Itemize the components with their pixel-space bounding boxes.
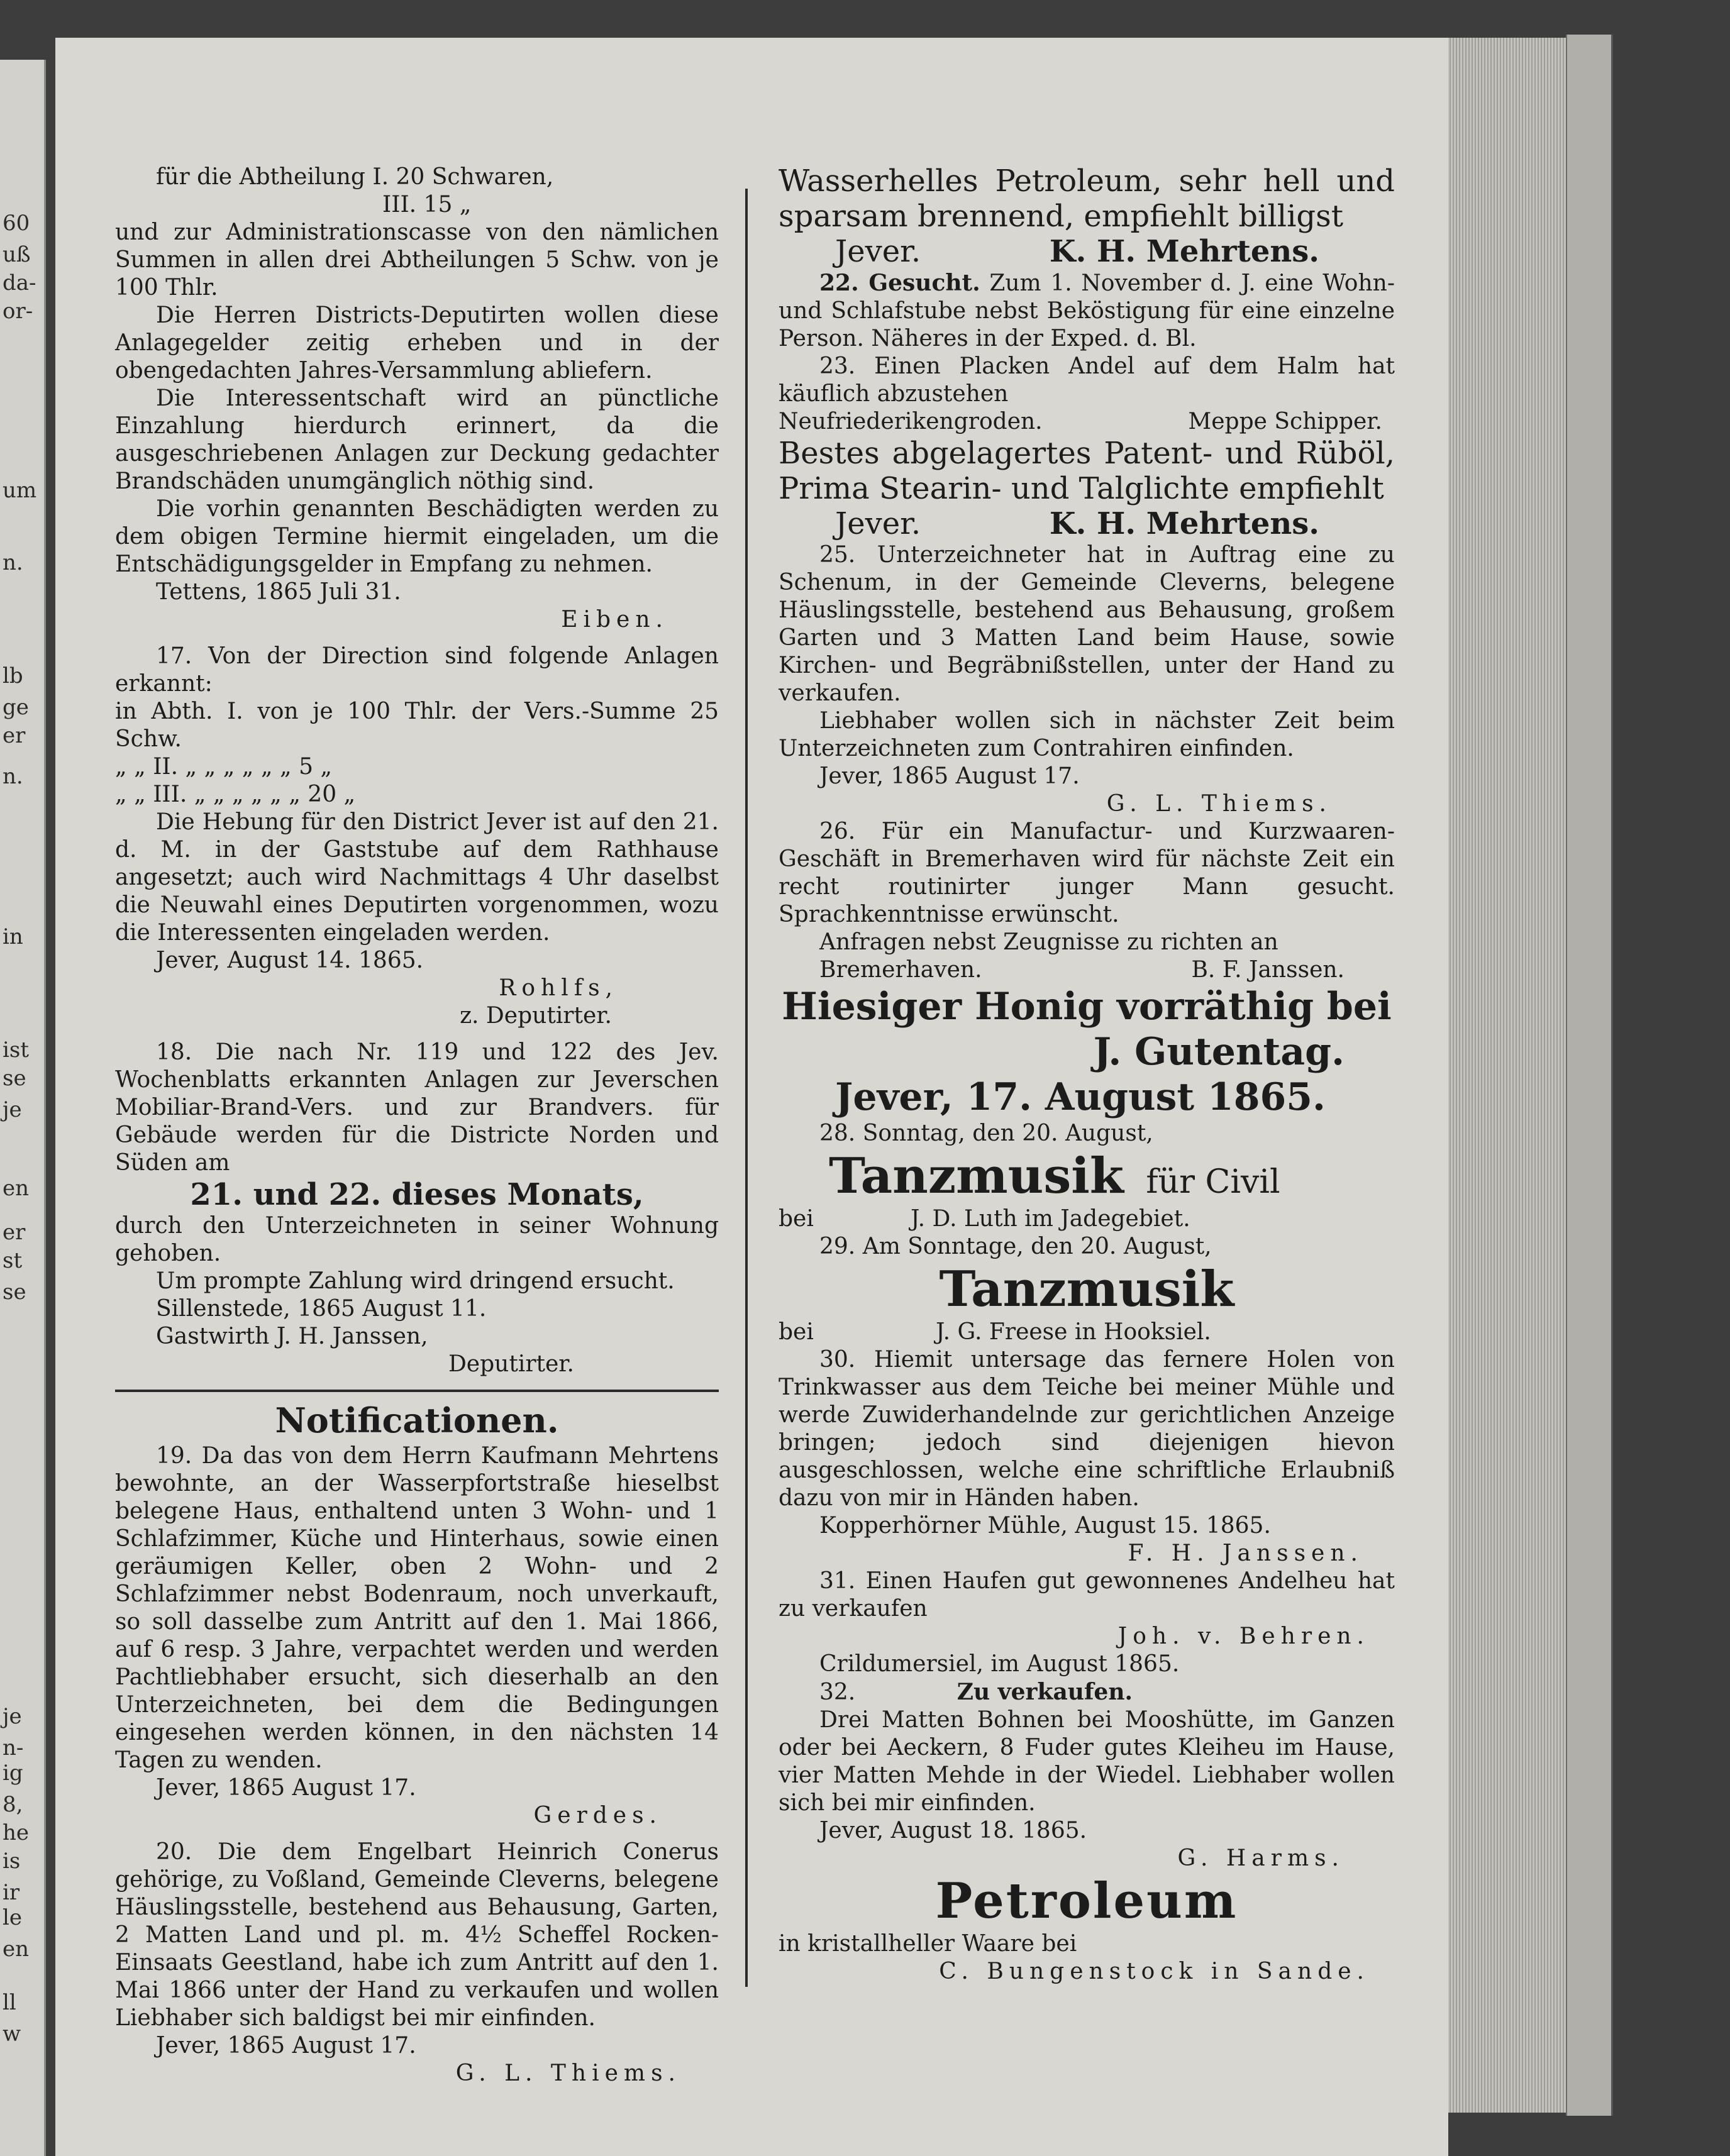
notice-lead: Zu verkaufen. bbox=[956, 1679, 1133, 1705]
notice-22 bbox=[779, 269, 1395, 353]
margin-fragment: n- bbox=[3, 1735, 24, 1761]
notice-paragraph bbox=[779, 269, 1395, 353]
date-heading: Jever, 17. August 1865. bbox=[835, 1075, 1326, 1119]
ad-place: Jever. bbox=[835, 506, 921, 541]
notice-paragraph: Die Herren Districts-Deputirten wollen diese Anlagegelder zeitig erheben und in der obengedachten Jahres-Versammlung abliefern. bbox=[115, 302, 719, 384]
previous-page-margin bbox=[0, 60, 46, 2156]
notice-place: Bremerhaven. bbox=[819, 957, 982, 983]
ad-petroleum-top bbox=[779, 163, 1395, 269]
notice-signature: J. G. Freese in Hooksiel. bbox=[936, 1319, 1211, 1345]
notice-signature: Joh. v. Behren. bbox=[1117, 1623, 1370, 1649]
ad-headline: Wasserhelles Petroleum, sehr hell und sparsam brennend, empfiehlt billigst bbox=[779, 163, 1395, 234]
ad-headline: Petroleum bbox=[935, 1872, 1238, 1930]
margin-fragment: w bbox=[3, 2021, 21, 2047]
notice-paragraph: Anfragen nebst Zeugnisse zu richten an bbox=[819, 929, 1278, 955]
notice-signature: Rohlfs, bbox=[499, 975, 618, 1001]
notice-place-date: Jever, August 18. 1865. bbox=[819, 1818, 1087, 1844]
notice-signature: Eiben. bbox=[561, 607, 668, 633]
notice-paragraph: und zur Administrationscasse von den nämlichen Summen in allen drei Abtheilungen 5 Schw. von je 100 Thlr. bbox=[115, 219, 719, 301]
dance-subtitle: für Civil bbox=[1146, 1163, 1280, 1201]
notice-lead: 22. Gesucht. bbox=[819, 270, 980, 296]
notice-18 bbox=[115, 1039, 719, 1378]
notice-paragraph: Die vorhin genannten Beschädigten werden zu dem obigen Termine hiermit eingeladen, um die Entschädigungsgelder in Empfang zu nehmen. bbox=[115, 496, 719, 577]
notice-paragraph: 28. Sonntag, den 20. August, bbox=[819, 1120, 1153, 1146]
notice-line: III. 15 „ bbox=[382, 192, 472, 218]
notice-20 bbox=[115, 1838, 719, 2087]
notice-signature-line bbox=[779, 1205, 1395, 1233]
notice-23 bbox=[779, 353, 1395, 436]
ad-headline: Bestes abgelagertes Patent- und Rüböl, Prima Stearin- und Talglichte empfiehlt bbox=[779, 436, 1395, 506]
notice-signature-line bbox=[779, 408, 1395, 436]
ad-honey bbox=[779, 984, 1395, 1075]
section-heading: Notificationen. bbox=[275, 1400, 559, 1440]
dance-title: Tanzmusik bbox=[939, 1261, 1234, 1318]
notice-paragraph: 29. Am Sonntage, den 20. August, bbox=[819, 1234, 1212, 1259]
ad-oil bbox=[779, 436, 1395, 541]
margin-fragment: in bbox=[3, 924, 23, 949]
right-column bbox=[779, 163, 1395, 1986]
margin-fragment: en bbox=[3, 1937, 30, 1962]
margin-fragment: st bbox=[3, 1248, 23, 1273]
ad-place: Jever. bbox=[835, 234, 921, 269]
notice-paragraph: Die Hebung für den District Jever ist auf den 21. d. M. in der Gaststube auf dem Rathhause angesetzt; auch wird Nachmittags 4 Uhr daselbst die Neuwahl eines Deputirten vorgenommen, wozu die Interessenten eingeladen werden. bbox=[115, 809, 719, 946]
notice-highlight: 21. und 22. dieses Monats, bbox=[190, 1177, 644, 1212]
notice-signature: Meppe Schipper. bbox=[1188, 409, 1382, 434]
margin-fragment: se bbox=[3, 1280, 26, 1305]
notice-place: Neufriederikengroden. bbox=[779, 409, 1043, 434]
newspaper-page bbox=[55, 38, 1448, 2156]
margin-fragment: uß bbox=[3, 242, 31, 267]
notice-paragraph: Um prompte Zahlung wird dringend ersucht. bbox=[156, 1268, 675, 1294]
margin-fragment: je bbox=[3, 1097, 22, 1122]
margin-fragment: he bbox=[3, 1820, 30, 1845]
notice-32 bbox=[779, 1678, 1395, 1872]
notice-line: für die Abtheilung I. 20 Schwaren, bbox=[156, 164, 554, 190]
notice-29 bbox=[779, 1233, 1395, 1346]
margin-fragment: um bbox=[3, 478, 37, 503]
notice-signature-title: Deputirter. bbox=[448, 1351, 574, 1377]
left-column bbox=[115, 163, 719, 2087]
notice-place-date: Jever, 1865 August 17. bbox=[819, 763, 1080, 789]
notice-continuation bbox=[115, 163, 719, 634]
notice-signature-line bbox=[779, 1318, 1395, 1346]
margin-fragment: is bbox=[3, 1849, 21, 1874]
notice-signature-line bbox=[779, 956, 1395, 984]
ad-signature: K. H. Mehrtens. bbox=[1049, 506, 1319, 541]
margin-fragment: ir bbox=[3, 1880, 20, 1905]
notice-paragraph: 18. Die nach Nr. 119 und 122 des Jev. Wochenblatts erkannten Anlagen zur Jeverschen Mobiliar-Brand-Vers. und zur Brandvers. für Gebäude werden für die Districte Norden und Süden am bbox=[115, 1039, 719, 1176]
margin-fragment: ig bbox=[3, 1761, 23, 1786]
ad-petroleum-bottom bbox=[779, 1872, 1395, 1986]
notice-place-date: Kopperhörner Mühle, August 15. 1865. bbox=[819, 1513, 1271, 1539]
margin-fragment: 8, bbox=[3, 1792, 23, 1817]
notice-26 bbox=[779, 818, 1395, 984]
notice-signature: Gastwirth J. H. Janssen, bbox=[156, 1324, 428, 1349]
margin-fragment: er bbox=[3, 1220, 26, 1245]
column-rule bbox=[745, 189, 748, 1987]
notice-prefix: bei bbox=[779, 1206, 814, 1232]
margin-fragment: n. bbox=[3, 764, 23, 789]
table-row: „ „ III. „ „ „ „ „ „ 20 „ bbox=[115, 782, 356, 807]
notice-place-date: Jever, August 14. 1865. bbox=[156, 948, 424, 973]
notice-paragraph: 25. Unterzeichneter hat in Auftrag eine zu Schenum, in der Gemeinde Cleverns, belegene Häuslingsstelle, bestehend aus Behausung, großem Garten und 3 Matten Land beim Hause, sowie Kirchen- und Begräbnißstellen, unter der Hand zu verkaufen. bbox=[779, 542, 1395, 706]
notice-signature: G. L. Thiems. bbox=[1106, 791, 1332, 817]
notice-17 bbox=[115, 643, 719, 1030]
margin-fragment: en bbox=[3, 1176, 30, 1201]
margin-fragment: je bbox=[3, 1704, 22, 1729]
notice-31 bbox=[779, 1567, 1395, 1678]
notice-19 bbox=[115, 1442, 719, 1830]
notice-heading-line bbox=[779, 1678, 1395, 1706]
notice-signature: B. F. Janssen. bbox=[1191, 957, 1345, 983]
book-cover-edge bbox=[1566, 35, 1613, 2116]
notice-30 bbox=[779, 1346, 1395, 1567]
notice-signature: F. H. Janssen. bbox=[1128, 1540, 1363, 1566]
notice-signature: G. L. Thiems. bbox=[455, 2060, 681, 2086]
ad-signature-line bbox=[779, 234, 1395, 269]
margin-fragment: da- bbox=[3, 270, 36, 296]
notice-signature: Gerdes. bbox=[533, 1803, 662, 1828]
notice-paragraph: Die Interessentschaft wird an pünctliche Einzahlung hierdurch erinnert, da die ausgeschriebenen Anlagen zur Deckung gedachter Brandschäden unumgänglich nöthig sind. bbox=[115, 385, 719, 494]
ad-signature-line bbox=[779, 506, 1395, 541]
ad-signature: J. Gutentag. bbox=[1093, 1030, 1345, 1074]
notice-place-date: Jever, 1865 August 17. bbox=[156, 2033, 416, 2059]
notice-paragraph: 20. Die dem Engelbart Heinrich Conerus gehörige, zu Voßland, Gemeinde Cleverns, belegene Häuslingsstelle, bestehend aus Behausung, Garten, 2 Matten Land und pl. m. 4½ Scheffel Rocken-Einsaats Geestland, habe ich zum Antritt auf den 1. Mai 1866 unter der Hand zu verkaufen und wollen Liebhaber sich baldigst bei mir einfinden. bbox=[115, 1839, 719, 2031]
notice-signature: J. D. Luth im Jadegebiet. bbox=[911, 1206, 1190, 1232]
notice-paragraph: durch den Unterzeichneten in seiner Wohnung gehoben. bbox=[115, 1213, 719, 1266]
ad-signature: C. Bungenstock in Sande. bbox=[939, 1959, 1370, 1984]
notice-place-date: Sillenstede, 1865 August 11. bbox=[156, 1296, 487, 1322]
notice-paragraph: 17. Von der Direction sind folgende Anlagen erkannt: bbox=[115, 643, 719, 697]
table-row: „ „ II. „ „ „ „ „ „ 5 „ bbox=[115, 754, 333, 780]
notice-place-date: Tettens, 1865 Juli 31. bbox=[156, 579, 401, 605]
margin-fragment: 60 bbox=[3, 211, 30, 236]
notice-place-date: Jever, 1865 August 17. bbox=[156, 1775, 416, 1801]
margin-fragment: or- bbox=[3, 299, 33, 324]
dance-line bbox=[779, 1147, 1395, 1205]
notice-paragraph: 19. Da das von dem Herrn Kaufmann Mehrtens bewohnte, an der Wasserpfortstraße hieselbst belegene Haus, enthaltend unten 3 Wohn- und 1 Schlafzimmer, Küche und Hinterhaus, sowie einen geräumigen Keller, oben 2 Wohn- und 2 Schlafzimmer nebst Bodenraum, noch unverkauft, so soll dasselbe zum Antritt auf den 1. Mai 1866, auf 6 resp. 3 Jahre, verpachtet werden und werden Pachtliebhaber ersucht, sich dieserhalb an den Unterzeichneten, bei dem die Bedingungen eingesehen werden können, in den nächsten 14 Tagen zu wenden. bbox=[115, 1443, 719, 1773]
notice-25 bbox=[779, 541, 1395, 818]
notice-paragraph: 31. Einen Haufen gut gewonnenes Andelheu hat zu verkaufen bbox=[779, 1568, 1395, 1622]
notice-paragraph: Liebhaber wollen sich in nächster Zeit beim Unterzeichneten zum Contrahiren einfinden. bbox=[779, 708, 1395, 761]
margin-fragment: le bbox=[3, 1905, 22, 1930]
notice-signature-title: z. Deputirter. bbox=[460, 1003, 612, 1029]
ad-text: in kristallheller Waare bei bbox=[779, 1931, 1077, 1957]
margin-fragment: ll bbox=[3, 1990, 16, 2015]
notice-paragraph: 23. Einen Placken Andel auf dem Halm hat käuflich abzustehen bbox=[779, 353, 1395, 407]
margin-fragment: se bbox=[3, 1066, 26, 1091]
ad-signature: K. H. Mehrtens. bbox=[1049, 234, 1319, 269]
notice-paragraph: 30. Hiemit untersage das fernere Holen von Trinkwasser aus dem Teiche bei meiner Mühle und werde Zuwiderhandelnde zur gerichtlichen Anzeige bringen; jedoch sind diejenigen hievon ausgeschlossen, welche eine schriftliche Erlaubniß dazu von mir in Händen haben. bbox=[779, 1347, 1395, 1511]
margin-fragment: ist bbox=[3, 1037, 29, 1063]
section-divider bbox=[115, 1390, 719, 1392]
notice-number: 32. bbox=[819, 1679, 856, 1705]
margin-fragment: n. bbox=[3, 550, 23, 575]
margin-fragment: er bbox=[3, 723, 26, 748]
notice-28 bbox=[779, 1120, 1395, 1233]
notice-signature: G. Harms. bbox=[1177, 1845, 1345, 1871]
notice-paragraph: Drei Matten Bohnen bei Mooshütte, im Ganzen oder bei Aeckern, 8 Fuder gutes Kleiheu im Hause, vier Matten Mehde in der Wiedel. Liebhaber wollen sich bei mir einfinden. bbox=[779, 1707, 1395, 1816]
table-row: in Abth. I. von je 100 Thlr. der Vers.-Summe 25 Schw. bbox=[115, 699, 719, 752]
notice-place-date: Crildumersiel, im August 1865. bbox=[819, 1651, 1180, 1677]
margin-fragment: ge bbox=[3, 695, 29, 720]
notice-paragraph: 26. Für ein Manufactur- und Kurzwaaren-Geschäft in Bremerhaven wird für nächste Zeit ein recht routinirter junger Mann gesucht. Sprachkenntnisse erwünscht. bbox=[779, 819, 1395, 927]
ad-headline: Hiesiger Honig vorräthig bei bbox=[782, 985, 1392, 1029]
notice-text: Zum 1. November d. J. eine Wohn- und Schlafstube nebst Beköstigung für eine einzelne Person. Näheres in der Exped. d. Bl. bbox=[779, 270, 1395, 351]
dance-title: Tanzmusik bbox=[829, 1147, 1124, 1205]
notice-prefix: bei bbox=[779, 1319, 814, 1345]
margin-fragment: lb bbox=[3, 663, 23, 688]
